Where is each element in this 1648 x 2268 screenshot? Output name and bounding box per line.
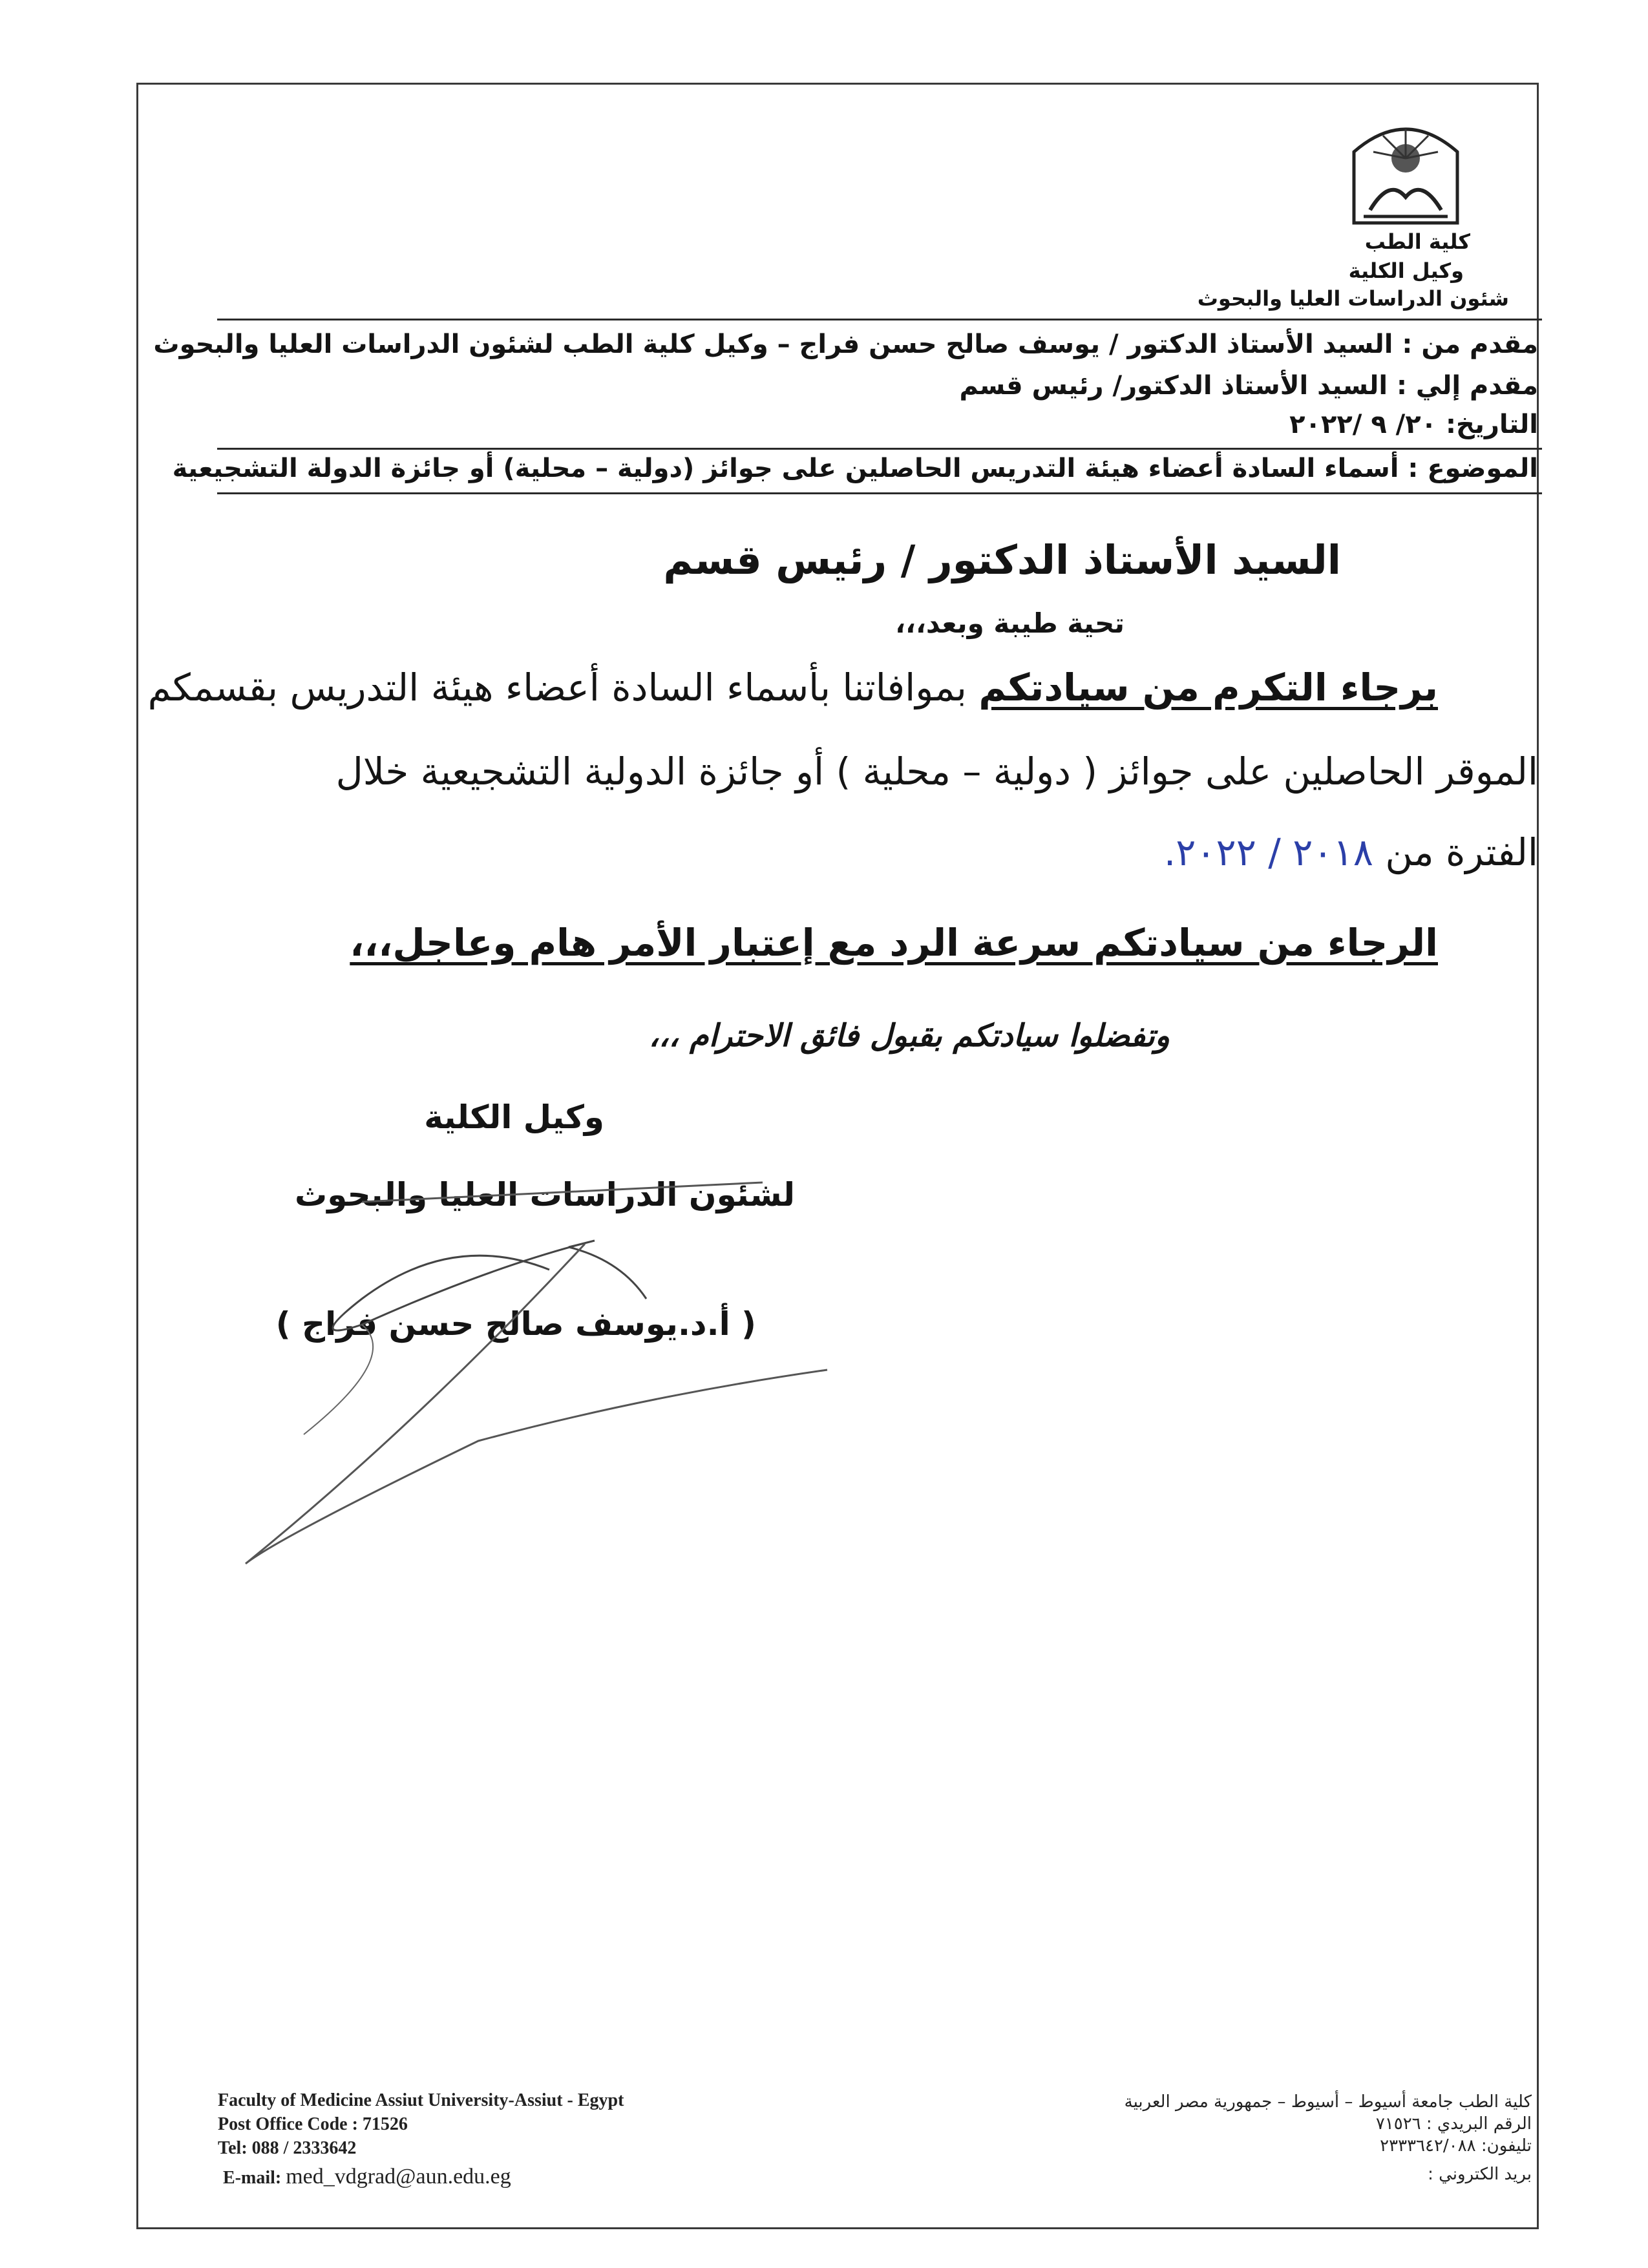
footer-email[interactable]: med_vdgrad@aun.edu.eg xyxy=(286,2165,511,2189)
footer-email-label: E-mail: xyxy=(223,2168,286,2188)
meta-from: مقدم من : السيد الأستاذ الدكتور / يوسف صالح حسن فراج – وكيل كلية الطب لشئون الدراسات العليا والبحوث xyxy=(153,330,1538,359)
footer-ar-line1: كلية الطب جامعة أسيوط – أسيوط – جمهورية مصر العربية xyxy=(1124,2092,1532,2112)
footer-ar-line4: بريد الكتروني : xyxy=(1428,2165,1532,2184)
meta-subject: الموضوع : أسماء السادة أعضاء هيئة التدريس الحاصلين على جوائز (دولية – محلية) أو جائزة الدولة التشجيعية xyxy=(172,454,1538,483)
letter-line1-rest: بموافاتنا بأسماء السادة أعضاء هيئة التدريس بقسمكم xyxy=(147,666,979,709)
signature-title-line2: لشئون الدراسات العليا والبحوث xyxy=(295,1176,795,1213)
footer-en-line3: Tel: 088 / 2333642 xyxy=(218,2138,357,2158)
signature-name: ( أ.د.يوسف صالح حسن فراج ) xyxy=(275,1305,756,1343)
letter-line3-start: الفترة من xyxy=(1373,830,1538,874)
footer-ar-line3: تليفون: ٢٣٣٣٦٤٢/٠٨٨ xyxy=(1380,2136,1532,2156)
footer-ar-line2: الرقم البريدي : ٧١٥٢٦ xyxy=(1375,2114,1532,2134)
letterhead-faculty: كلية الطب xyxy=(1364,229,1470,254)
meta-to: مقدم إلي : السيد الأستاذ الدكتور/ رئيس قسم xyxy=(959,371,1538,401)
footer-en-line1: Faculty of Medicine Assiut University-Assiut - Egypt xyxy=(218,2090,624,2110)
letterhead-department: شئون الدراسات العليا والبحوث xyxy=(1197,286,1509,311)
signature-title-line1: وكيل الكلية xyxy=(424,1098,604,1136)
letter-closing: وتفضلوا سيادتكم بقبول فائق الاحترام ،،، xyxy=(648,1018,1170,1054)
letter-years: ٢٠١٨ / ٢٠٢٢. xyxy=(1163,830,1373,874)
footer-en-line2: Post Office Code : 71526 xyxy=(218,2114,408,2134)
letter-urgent-request: الرجاء من سيادتكم سرعة الرد مع إعتبار الأمر هام وعاجل،،، xyxy=(350,921,1438,965)
letter-emphasis: برجاء التكرم من سيادتكم xyxy=(978,666,1438,709)
letter-salutation: تحية طيبة وبعد،،، xyxy=(895,607,1125,639)
letter-addressee: السيد الأستاذ الدكتور / رئيس قسم xyxy=(663,536,1341,583)
meta-date: التاريخ: ٢٠/ ٩ /٢٠٢٢ xyxy=(1289,410,1538,439)
letterhead-office: وكيل الكلية xyxy=(1348,258,1464,283)
letter-paragraph-line2: الموقر الحاصلين على جوائز ( دولية – محلية ) أو جائزة الدولية التشجيعية خلال xyxy=(335,750,1538,793)
footer-en-email-line xyxy=(223,2165,511,2189)
